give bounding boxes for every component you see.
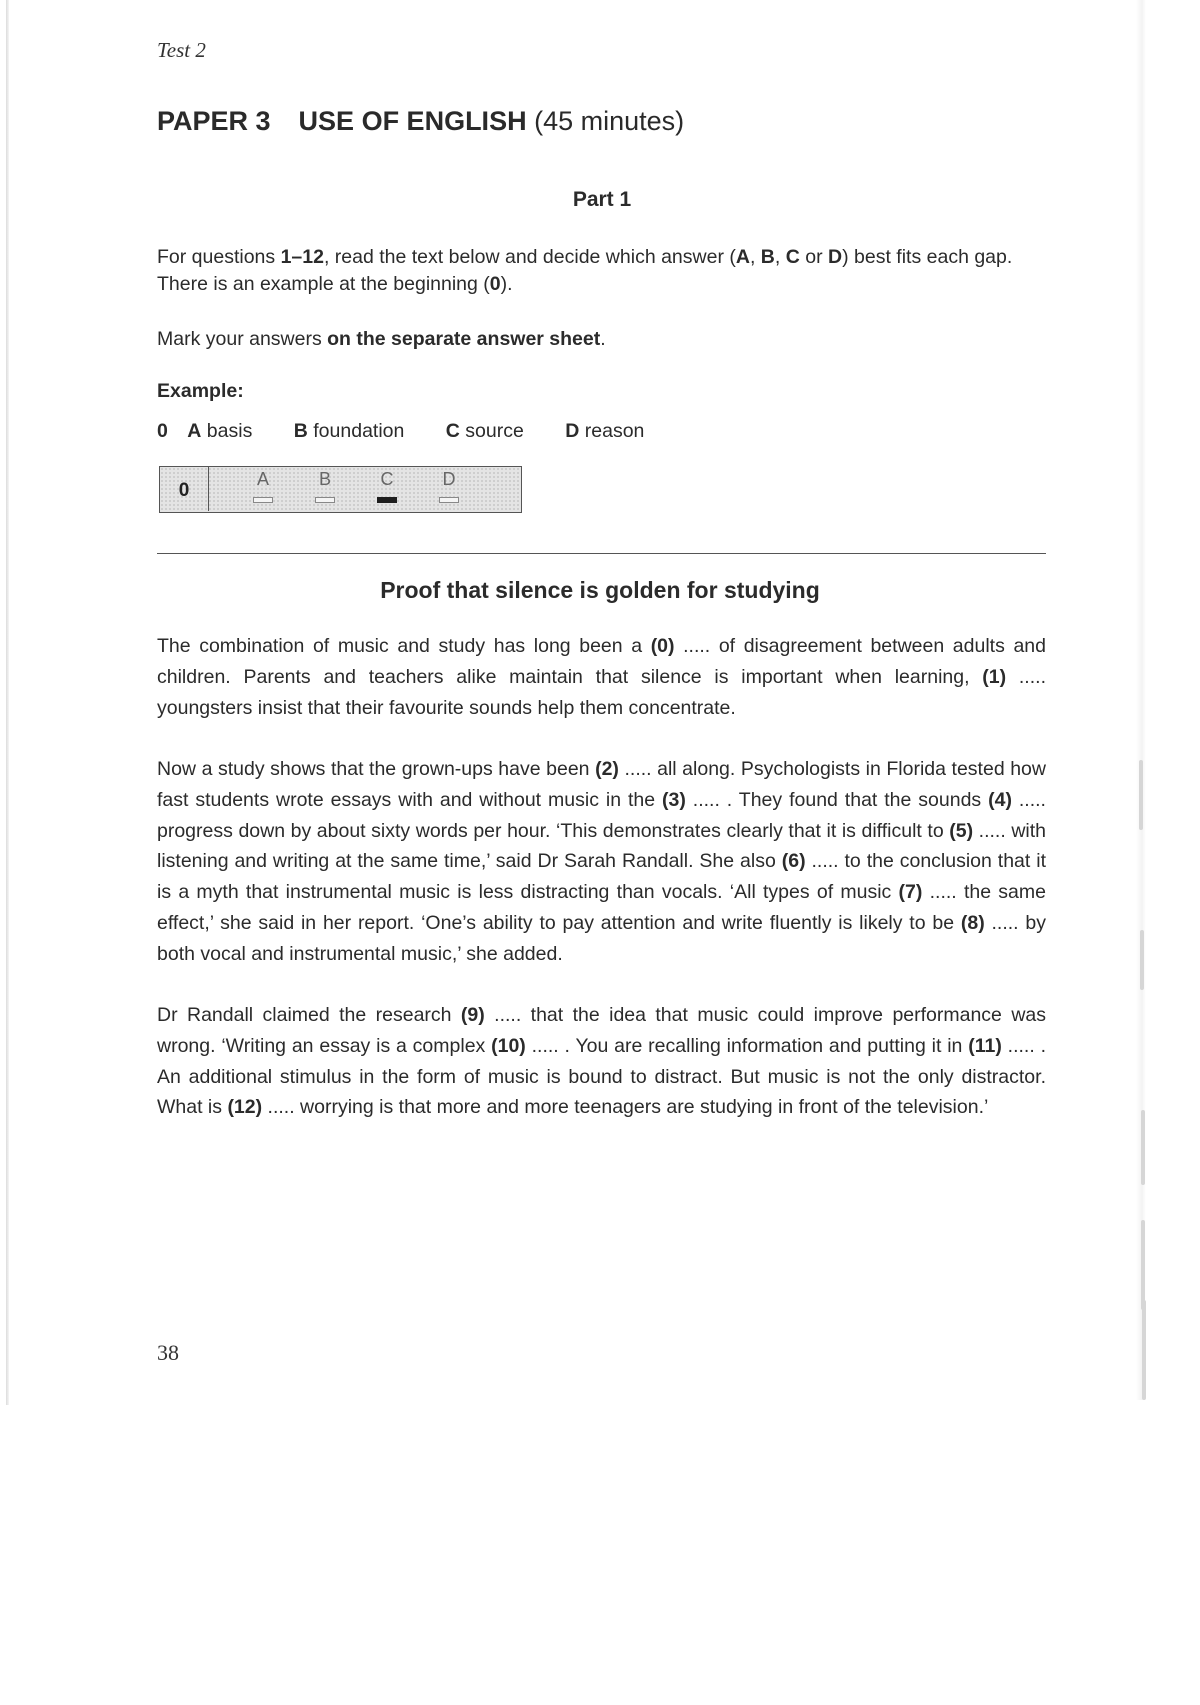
answer-column-a (248, 469, 278, 490)
paper-name: USE OF ENGLISH (298, 106, 527, 136)
passage-text: ..... . You are recalling information and putting it in (525, 1034, 969, 1057)
gap-number: (10) (491, 1034, 526, 1057)
answer-letter: D (442, 469, 456, 489)
instr-text: ). (500, 273, 513, 295)
instructions-line-1 (157, 244, 1057, 271)
answer-sheet-number: 0 (160, 467, 209, 511)
option-word: reason (584, 420, 645, 442)
gap-number: (8) (960, 911, 985, 934)
option-word: foundation (313, 420, 405, 442)
example-option-a (187, 420, 252, 443)
option-letter: A (187, 420, 202, 442)
paper-label: PAPER 3 (157, 106, 271, 136)
instr-text: . (600, 328, 606, 350)
answer-letter: A (256, 469, 269, 489)
answer-column-b (310, 469, 340, 490)
passage-text: ..... youngsters insist that their favourite sounds help them concentrate. (157, 665, 1046, 719)
example-number: 0 (157, 420, 168, 442)
example-answer-sheet (159, 466, 522, 513)
passage-text: ..... to the conclusion that it is a myth that instrumental music is less distracting than vocals. ‘All types of music (157, 850, 1046, 904)
instr-text: , (749, 246, 761, 268)
gap-number: (4) (988, 788, 1012, 811)
instr-text: Mark your answers (157, 328, 328, 350)
answer-mark-empty (253, 497, 273, 503)
answer-column-c (372, 469, 402, 490)
instr-text: There is an example at the beginning ( (157, 273, 490, 295)
passage-text: The combination of music and study has long been a (157, 635, 651, 657)
passage-text: ..... with listening and writing at the same time,’ said Dr Sarah Randall. She also (157, 819, 1047, 873)
instr-option: D (828, 246, 843, 268)
gap-number: (9) (460, 1004, 485, 1026)
option-letter: D (565, 420, 580, 442)
example-label: Example: (157, 380, 244, 402)
instr-text: ) best fits each gap. (842, 246, 1013, 268)
gap-number: (3) (662, 788, 686, 811)
instr-text: , (774, 246, 786, 268)
answer-letter: C (380, 469, 394, 489)
instr-text: For questions (157, 246, 281, 268)
passage-text: ..... . An additional stimulus in the form of music is bound to distract. But music is not the only distractor. What is (157, 1034, 1046, 1119)
instr-option: B (760, 246, 775, 268)
answer-mark-filled (377, 497, 397, 503)
paragraph-2 (157, 754, 1046, 970)
passage-text: ..... the same effect,’ she said in her report. ‘One’s ability to pay attention and write fluently is likely to be (157, 881, 1046, 934)
passage-text: ..... of disagreement between adults and children. Parents and teachers alike maintain that silence is important when learning, (157, 635, 1046, 688)
paragraph-1 (157, 631, 1046, 723)
example-option-c (446, 420, 524, 443)
gap-number: (7) (898, 881, 923, 904)
instr-option: C (785, 246, 800, 268)
instructions-line-2 (157, 271, 1057, 298)
example-option-b (294, 420, 405, 443)
option-word: source (465, 420, 524, 442)
gap-number: (2) (595, 758, 619, 780)
option-word: basis (206, 420, 253, 442)
instr-emphasis: on the separate answer sheet (327, 328, 601, 350)
mark-instruction (157, 326, 606, 353)
passage-text: ..... by both vocal and instrumental music,’ she added. (157, 911, 1046, 965)
passage-text: ..... that the idea that music could improve performance was wrong. ‘Writing an essay is a complex (157, 1004, 1046, 1057)
option-letter: C (445, 420, 460, 442)
gap-number: (0) (650, 635, 675, 657)
gap-number: (1) (982, 665, 1007, 688)
answer-mark-empty (439, 497, 459, 503)
scan-mark (1141, 1220, 1145, 1310)
scan-mark (1141, 1110, 1145, 1185)
part-title: Part 1 (572, 188, 632, 211)
passage-text: Dr Randall claimed the research (157, 1004, 461, 1026)
instr-range: 1–12 (280, 246, 324, 268)
scan-mark (1142, 1300, 1146, 1400)
example-option-d (565, 420, 644, 443)
text-title: Proof that silence is golden for studying (380, 577, 820, 603)
passage-text: ..... progress down by about sixty words per hour. ‘This demonstrates clearly that it is difficult to (157, 788, 1046, 842)
gap-number: (5) (949, 819, 974, 842)
gap-number: (6) (781, 850, 806, 873)
paper-duration: (45 minutes) (534, 106, 685, 136)
instr-zero: 0 (489, 273, 501, 295)
gap-number: (12) (227, 1096, 263, 1119)
instructions (157, 244, 1057, 298)
passage-text: ..... . They found that the sounds (685, 788, 989, 811)
answer-mark-empty (315, 497, 335, 503)
scan-mark (1140, 930, 1144, 990)
paragraph-3 (157, 1000, 1046, 1123)
scan-mark (1139, 760, 1143, 830)
instr-text: or (799, 246, 829, 268)
page-number: 38 (157, 1340, 179, 1365)
answer-column-d (434, 469, 464, 490)
passage-text: ..... all along. Psychologists in Florida tested how fast students wrote essays with and without music in the (157, 758, 1046, 811)
paper-title (157, 106, 684, 137)
divider (157, 553, 1046, 554)
example-options (157, 420, 644, 443)
gap-number: (11) (968, 1034, 1002, 1057)
answer-letter: B (318, 469, 331, 489)
option-letter: B (293, 420, 308, 442)
passage-text: ..... worrying is that more and more teenagers are studying in front of the television.’ (262, 1096, 989, 1119)
passage-text: Now a study shows that the grown-ups have been (157, 758, 596, 780)
instr-option: A (735, 246, 750, 268)
instr-text: , read the text below and decide which answer ( (323, 246, 736, 268)
running-head: Test 2 (157, 38, 206, 62)
